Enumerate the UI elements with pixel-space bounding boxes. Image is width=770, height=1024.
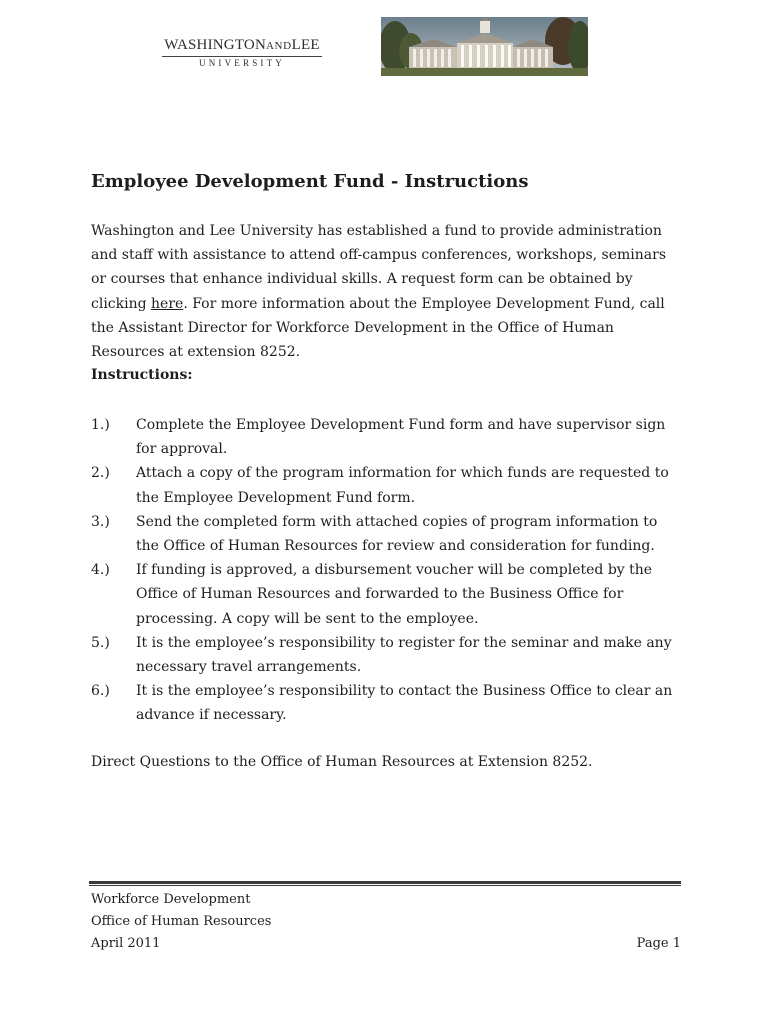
campus-photo-illustration (381, 17, 588, 76)
step-text: It is the employee’s responsibility to contact the Business Office to clear an advance if necessary. (136, 683, 673, 724)
instruction-step-1 (91, 413, 683, 461)
footer-divider-thin (89, 885, 681, 886)
intro-text-before-link: Washington and Lee University has established a fund to provide administration and staff with assistance to attend off-campus conferences, workshops, seminars or courses that enhance individual skills. A request form can be obtained by clicking (91, 223, 667, 312)
step-number: 1.) (91, 417, 110, 433)
step-number: 3.) (91, 513, 110, 530)
instruction-step-3 (91, 510, 683, 558)
footer-bottom-row (91, 933, 681, 955)
instructions-heading: Instructions: (91, 367, 193, 383)
step-number: 5.) (91, 634, 110, 651)
campus-building-photo (381, 17, 588, 76)
instruction-step-5 (91, 631, 683, 679)
footer-divider (89, 881, 681, 887)
footer-date: April 2011 (91, 936, 161, 951)
instruction-step-4 (91, 558, 683, 631)
university-logo (150, 36, 334, 69)
page-title: Employee Development Fund - Instructions (91, 171, 529, 192)
instruction-steps (91, 413, 683, 728)
logo-word-and: AND (266, 40, 292, 52)
logo-subtitle: UNIVERSITY (199, 58, 285, 68)
request-form-link[interactable]: here (151, 295, 184, 312)
logo-word-lee: LEE (291, 37, 320, 53)
page-number: Page 1 (636, 936, 681, 951)
footer-department: Workforce Development (91, 892, 251, 907)
footer-office: Office of Human Resources (91, 914, 272, 929)
page-footer (91, 889, 681, 955)
instruction-step-2 (91, 461, 683, 509)
logo-divider (162, 56, 322, 57)
logo-word-washington: WASHINGTON (164, 37, 266, 53)
direct-questions-note: Direct Questions to the Office of Human Resources at Extension 8252. (91, 754, 593, 770)
step-number: 4.) (91, 562, 110, 579)
step-text: It is the employee’s responsibility to register for the seminar and make any necessary travel arrangements. (136, 634, 672, 676)
instruction-step-6 (91, 679, 683, 727)
step-text: Send the completed form with attached copies of program information to the Office of Human Resources for review and consideration for funding. (136, 513, 658, 555)
step-text: Complete the Employee Development Fund form and have supervisor sign for approval. (136, 417, 666, 458)
step-number: 6.) (91, 683, 110, 700)
logo-wordmark (150, 36, 334, 55)
step-number: 2.) (91, 465, 110, 482)
step-text: Attach a copy of the program information for which funds are requested to the Employee Development Fund form. (136, 465, 669, 506)
intro-text-after-link: . For more information about the Employee Development Fund, call the Assistant Director for Workforce Development in the Office of Human Resources at extension 8252. (91, 295, 665, 361)
step-text: If funding is approved, a disbursement voucher will be completed by the Office of Human Resources and forwarded to the Business Office for processing. A copy will be sent to the employee. (136, 562, 653, 627)
footer-divider-thick (89, 881, 681, 884)
intro-paragraph (91, 219, 679, 364)
